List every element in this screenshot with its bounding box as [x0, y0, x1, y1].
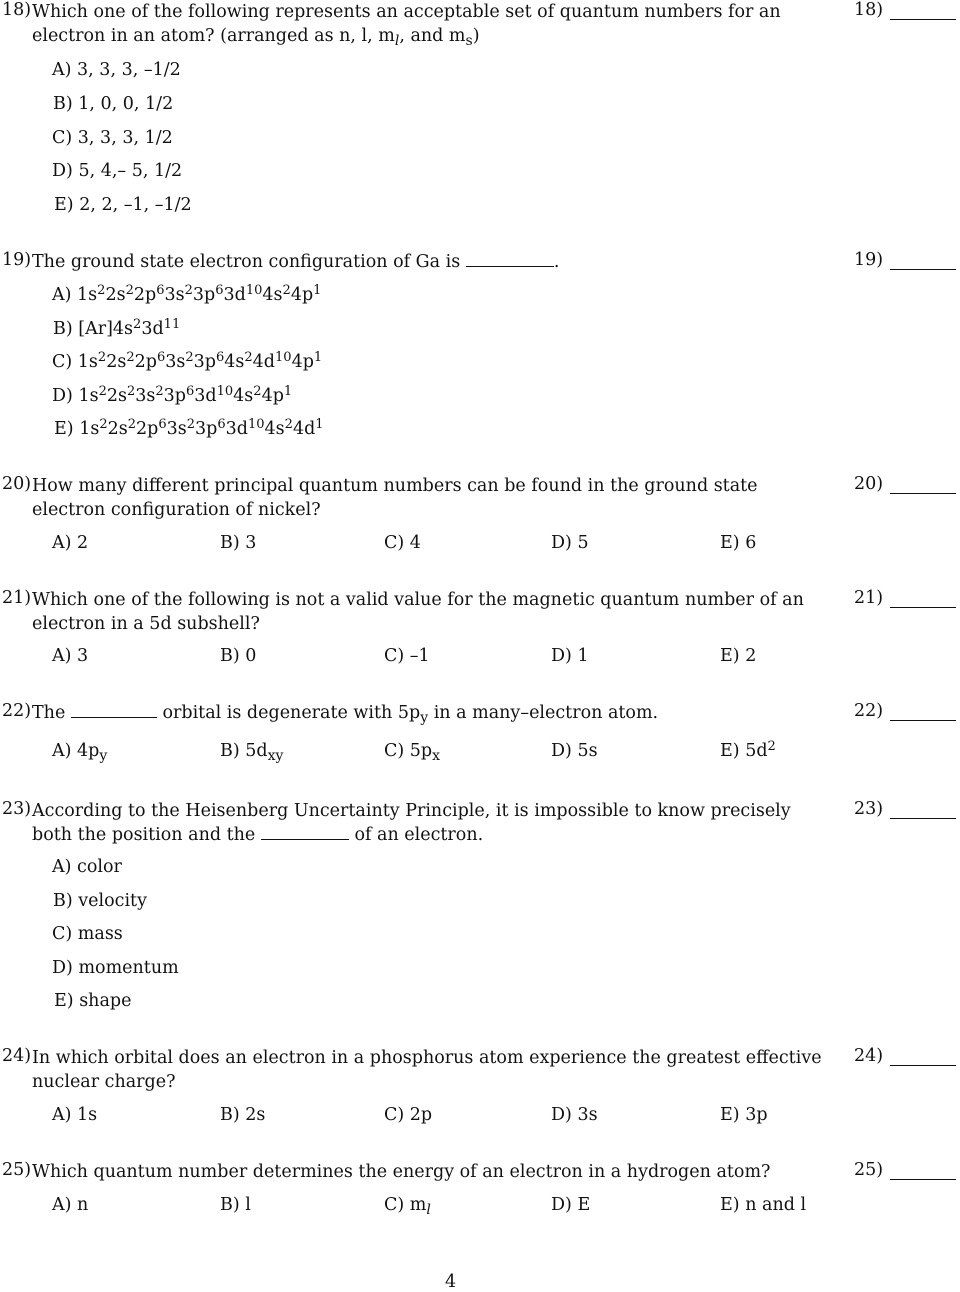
- electron-count: 2: [253, 384, 262, 399]
- option-d[interactable]: [52, 384, 292, 408]
- text-segment: E: [577, 1195, 591, 1215]
- text-segment: C): [384, 741, 405, 761]
- option-a[interactable]: [52, 531, 88, 555]
- text-segment: A): [52, 533, 72, 553]
- option-a[interactable]: [52, 283, 321, 307]
- orbital: 4d: [292, 419, 316, 439]
- option-letter: B): [53, 319, 73, 339]
- text-segment: 5: [577, 533, 589, 553]
- text-segment: l: [426, 1202, 431, 1218]
- text-segment: C): [384, 1195, 405, 1215]
- option-a[interactable]: [52, 1103, 97, 1127]
- option-c[interactable]: [384, 1193, 431, 1217]
- option-e[interactable]: [720, 531, 756, 555]
- question-number: 24): [2, 1046, 32, 1066]
- option-b[interactable]: [53, 889, 147, 913]
- orbital: 2p: [134, 352, 157, 372]
- electron-count: 1: [283, 384, 293, 399]
- question-number: 19): [2, 250, 32, 270]
- answer-blank[interactable]: [890, 607, 956, 608]
- text-segment: orbital is degenerate with 5p: [162, 703, 421, 723]
- electron-count: 2: [184, 283, 193, 298]
- text-segment: 6: [745, 533, 757, 553]
- electron-count: 11: [163, 317, 181, 332]
- text-segment: A): [52, 1105, 72, 1125]
- text-segment: 2s: [245, 1105, 266, 1125]
- option-b[interactable]: [220, 739, 283, 763]
- question-number: 20): [2, 474, 32, 494]
- option-c[interactable]: [52, 350, 322, 374]
- question-number: 23): [2, 799, 32, 819]
- electron-count: 6: [186, 384, 195, 399]
- electron-count: 1: [313, 350, 323, 365]
- text-segment: 5, 4,– 5, 1/2: [78, 161, 183, 181]
- text-segment: C): [384, 646, 405, 666]
- orbital: 3d: [225, 419, 248, 439]
- text-segment: 1: [577, 646, 589, 666]
- option-c[interactable]: [384, 531, 421, 555]
- electron-count: 2: [97, 350, 107, 365]
- option-e[interactable]: [720, 644, 756, 668]
- text-segment: –1: [409, 646, 430, 666]
- text-segment: color: [77, 857, 122, 877]
- electron-count: 2: [98, 384, 107, 399]
- electron-count: 1: [315, 417, 324, 432]
- electron-count: 2: [125, 283, 134, 298]
- text-segment: E): [720, 1195, 740, 1215]
- orbital: 4s: [264, 419, 285, 439]
- text-segment: ): [472, 26, 480, 46]
- orbital: 2s: [106, 352, 127, 372]
- electron-count: 2: [127, 417, 136, 432]
- text-segment: 4p: [77, 741, 100, 761]
- answer-blank[interactable]: [890, 720, 956, 721]
- option-d[interactable]: [52, 956, 179, 980]
- text-segment: 3p: [745, 1105, 768, 1125]
- orbital: 1s: [77, 285, 98, 305]
- text-segment: B): [53, 891, 73, 911]
- text-segment: y: [420, 710, 429, 726]
- text-segment: C): [384, 1105, 405, 1125]
- electron-count: 2: [126, 384, 136, 399]
- option-d[interactable]: [551, 644, 589, 668]
- option-c[interactable]: [52, 922, 123, 946]
- electron-count: 2: [97, 283, 106, 298]
- text-segment: 3, 3, 3, 1/2: [77, 128, 173, 148]
- text-segment: D): [52, 958, 73, 978]
- text-segment: B): [220, 1195, 240, 1215]
- text-segment: 5d: [245, 741, 268, 761]
- electron-count: 10: [275, 350, 292, 365]
- question-text: [32, 701, 832, 725]
- orbital: 3s: [164, 285, 185, 305]
- answer-blank[interactable]: [890, 269, 956, 270]
- orbital: 2s: [106, 386, 127, 406]
- text-segment: E): [720, 533, 740, 553]
- text-segment: velocity: [78, 891, 147, 911]
- text-segment: E): [720, 1105, 740, 1125]
- electron-count: 10: [245, 283, 263, 298]
- text-segment: The: [32, 703, 66, 723]
- text-segment: D): [52, 161, 73, 181]
- orbital: [Ar]4s: [78, 319, 134, 339]
- option-d[interactable]: [551, 739, 598, 763]
- fill-blank: [261, 825, 349, 840]
- option-a[interactable]: [52, 855, 122, 879]
- answer-label: 20): [854, 474, 884, 494]
- orbital: 4p: [261, 386, 284, 406]
- text-segment: Which one of the following represents an acceptable set of quantum numbers for an electron in an atom? (arranged as n, l, m: [32, 2, 781, 46]
- text-segment: 3s: [577, 1105, 598, 1125]
- question-text: How many different principal quantum numbers can be found in the ground state electron configuration of nickel?: [32, 476, 758, 520]
- text-segment: in a many–electron atom.: [428, 703, 659, 723]
- option-a[interactable]: [52, 644, 88, 668]
- question-text: In which orbital does an electron in a phosphorus atom experience the greatest effective nuclear charge?: [32, 1048, 822, 1092]
- option-e[interactable]: [720, 739, 776, 763]
- text-segment: A): [52, 857, 72, 877]
- orbital: 3p: [192, 285, 216, 305]
- option-e[interactable]: [720, 1103, 768, 1127]
- option-letter: A): [52, 285, 72, 305]
- option-c[interactable]: [52, 126, 173, 150]
- orbital: 3s: [165, 352, 186, 372]
- option-d[interactable]: [551, 1193, 590, 1217]
- text-segment: 1, 0, 0, 1/2: [78, 94, 174, 114]
- electron-count: 2: [282, 283, 291, 298]
- answer-label: 19): [854, 250, 884, 270]
- text-segment: D): [551, 1105, 572, 1125]
- text-segment: 2p: [409, 1105, 433, 1125]
- electron-count: 2: [284, 417, 293, 432]
- text-segment: 1s: [77, 1105, 98, 1125]
- answer-blank[interactable]: [890, 493, 956, 494]
- option-b[interactable]: [220, 1193, 251, 1217]
- option-letter: E): [54, 419, 74, 439]
- text-segment: shape: [79, 991, 132, 1011]
- text-segment: 0: [245, 646, 257, 666]
- orbital: 4d: [252, 352, 276, 372]
- option-b[interactable]: [220, 531, 256, 555]
- text-segment: n: [77, 1195, 89, 1215]
- answer-label: 24): [854, 1046, 884, 1066]
- electron-count: 6: [215, 350, 225, 365]
- option-d[interactable]: [551, 1103, 598, 1127]
- question-number: 18): [2, 0, 32, 20]
- orbital: 1s: [78, 386, 99, 406]
- text-segment: 5d: [745, 741, 768, 761]
- question-text: Which one of the following is not a valid value for the magnetic quantum number of an electron in a 5d subshell?: [32, 590, 804, 634]
- option-a[interactable]: [52, 58, 181, 82]
- option-c[interactable]: [384, 644, 430, 668]
- electron-count: 2: [186, 417, 196, 432]
- text-segment: 4: [409, 533, 421, 553]
- text-segment: A): [52, 741, 72, 761]
- question-text: [32, 0, 832, 48]
- electron-count: 6: [217, 417, 226, 432]
- text-segment: l: [245, 1195, 251, 1215]
- text-segment: l: [394, 33, 400, 49]
- answer-blank[interactable]: [890, 1179, 956, 1180]
- text-segment: 5p: [409, 741, 433, 761]
- text-segment: A): [52, 1195, 72, 1215]
- option-b[interactable]: [220, 644, 256, 668]
- text-segment: 2: [77, 533, 89, 553]
- text-segment: , and m: [399, 26, 466, 46]
- electron-count: 2: [126, 350, 135, 365]
- text-segment: m: [409, 1195, 427, 1215]
- text-segment: D): [551, 646, 572, 666]
- answer-label: 21): [854, 588, 884, 608]
- text-segment: B): [220, 533, 240, 553]
- answer-label: 18): [854, 0, 884, 20]
- orbital: 1s: [77, 352, 98, 372]
- text-segment: The ground state electron configuration of Ga is: [32, 252, 461, 272]
- electron-count: 2: [244, 350, 253, 365]
- orbital: 3p: [195, 419, 218, 439]
- text-segment: n and l: [745, 1195, 807, 1215]
- text-segment: E): [720, 741, 740, 761]
- option-d[interactable]: [52, 159, 182, 183]
- option-letter: C): [52, 352, 73, 372]
- orbital: 4s: [262, 285, 283, 305]
- text-segment: B): [220, 741, 240, 761]
- text-segment: 2: [767, 739, 776, 754]
- option-letter: D): [52, 386, 73, 406]
- orbital: 1s: [79, 419, 100, 439]
- option-e[interactable]: [54, 989, 131, 1013]
- option-b[interactable]: [220, 1103, 265, 1127]
- option-e[interactable]: [720, 1193, 806, 1217]
- text-segment: D): [551, 741, 572, 761]
- orbital: 3s: [135, 386, 156, 406]
- option-e[interactable]: [54, 417, 324, 441]
- orbital: 3s: [166, 419, 187, 439]
- orbital: 2s: [105, 285, 126, 305]
- answer-label: 22): [854, 701, 884, 721]
- electron-count: 2: [99, 417, 108, 432]
- text-segment: x: [432, 748, 441, 764]
- text-segment: 3: [77, 646, 89, 666]
- electron-count: 2: [133, 317, 142, 332]
- option-c[interactable]: [384, 739, 440, 763]
- question-text: [32, 250, 832, 274]
- electron-count: 10: [248, 417, 265, 432]
- text-segment: 5s: [577, 741, 598, 761]
- text-segment: According to the Heisenberg Uncertainty Principle, it is impossible to know precisely both the position and the: [32, 801, 791, 845]
- orbital: 4p: [290, 285, 314, 305]
- question-number: 21): [2, 588, 32, 608]
- text-segment: .: [553, 252, 560, 272]
- text-segment: A): [52, 60, 72, 80]
- text-segment: 3: [245, 533, 257, 553]
- text-segment: D): [551, 533, 572, 553]
- orbital: 3p: [193, 352, 216, 372]
- text-segment: of an electron.: [354, 825, 484, 845]
- text-segment: E): [54, 195, 74, 215]
- text-segment: momentum: [78, 958, 179, 978]
- question-text: [32, 799, 812, 847]
- answer-label: 23): [854, 799, 884, 819]
- orbital: 3p: [163, 386, 186, 406]
- electron-count: 6: [156, 350, 166, 365]
- answer-blank[interactable]: [890, 1065, 956, 1066]
- orbital: 2p: [133, 285, 157, 305]
- orbital: 3d: [223, 285, 246, 305]
- orbital: 4s: [233, 386, 254, 406]
- text-segment: 2: [745, 646, 757, 666]
- electron-count: 6: [156, 283, 165, 298]
- option-e[interactable]: [54, 193, 192, 217]
- question-number: 22): [2, 701, 32, 721]
- question-text: Which quantum number determines the energy of an electron in a hydrogen atom?: [32, 1162, 771, 1182]
- option-c[interactable]: [384, 1103, 432, 1127]
- text-segment: y: [99, 748, 108, 764]
- fill-blank: [466, 252, 554, 267]
- text-segment: B): [53, 94, 73, 114]
- text-segment: C): [384, 533, 405, 553]
- option-a[interactable]: [52, 739, 107, 763]
- orbital: 4s: [224, 352, 245, 372]
- option-b[interactable]: [53, 92, 173, 116]
- orbital: 3d: [141, 319, 164, 339]
- answer-blank[interactable]: [890, 818, 956, 819]
- text-segment: B): [220, 646, 240, 666]
- electron-count: 6: [158, 417, 167, 432]
- text-segment: 3, 3, 3, –1/2: [77, 60, 181, 80]
- text-segment: C): [52, 128, 73, 148]
- text-segment: B): [220, 1105, 240, 1125]
- text-segment: 2, 2, –1, –1/2: [79, 195, 192, 215]
- electron-count: 2: [185, 350, 194, 365]
- electron-count: 1: [313, 283, 322, 298]
- text-segment: C): [52, 924, 73, 944]
- electron-count: 2: [155, 384, 164, 399]
- text-segment: xy: [267, 748, 284, 764]
- electron-count: 6: [215, 283, 224, 298]
- orbital: 2s: [107, 419, 128, 439]
- option-d[interactable]: [551, 531, 589, 555]
- text-segment: s: [465, 33, 473, 49]
- text-segment: E): [720, 646, 740, 666]
- option-a[interactable]: [52, 1193, 88, 1217]
- orbital: 3d: [194, 386, 217, 406]
- text-segment: A): [52, 646, 72, 666]
- text-segment: D): [551, 1195, 572, 1215]
- orbital: 4p: [291, 352, 314, 372]
- answer-label: 25): [854, 1160, 884, 1180]
- text-segment: mass: [77, 924, 123, 944]
- text-segment: E): [54, 991, 74, 1011]
- option-b[interactable]: [53, 317, 180, 341]
- question-number: 25): [2, 1160, 32, 1180]
- answer-blank[interactable]: [890, 19, 956, 20]
- page-number: 4: [445, 1272, 457, 1292]
- fill-blank: [71, 703, 157, 718]
- orbital: 2p: [136, 419, 159, 439]
- electron-count: 10: [216, 384, 234, 399]
